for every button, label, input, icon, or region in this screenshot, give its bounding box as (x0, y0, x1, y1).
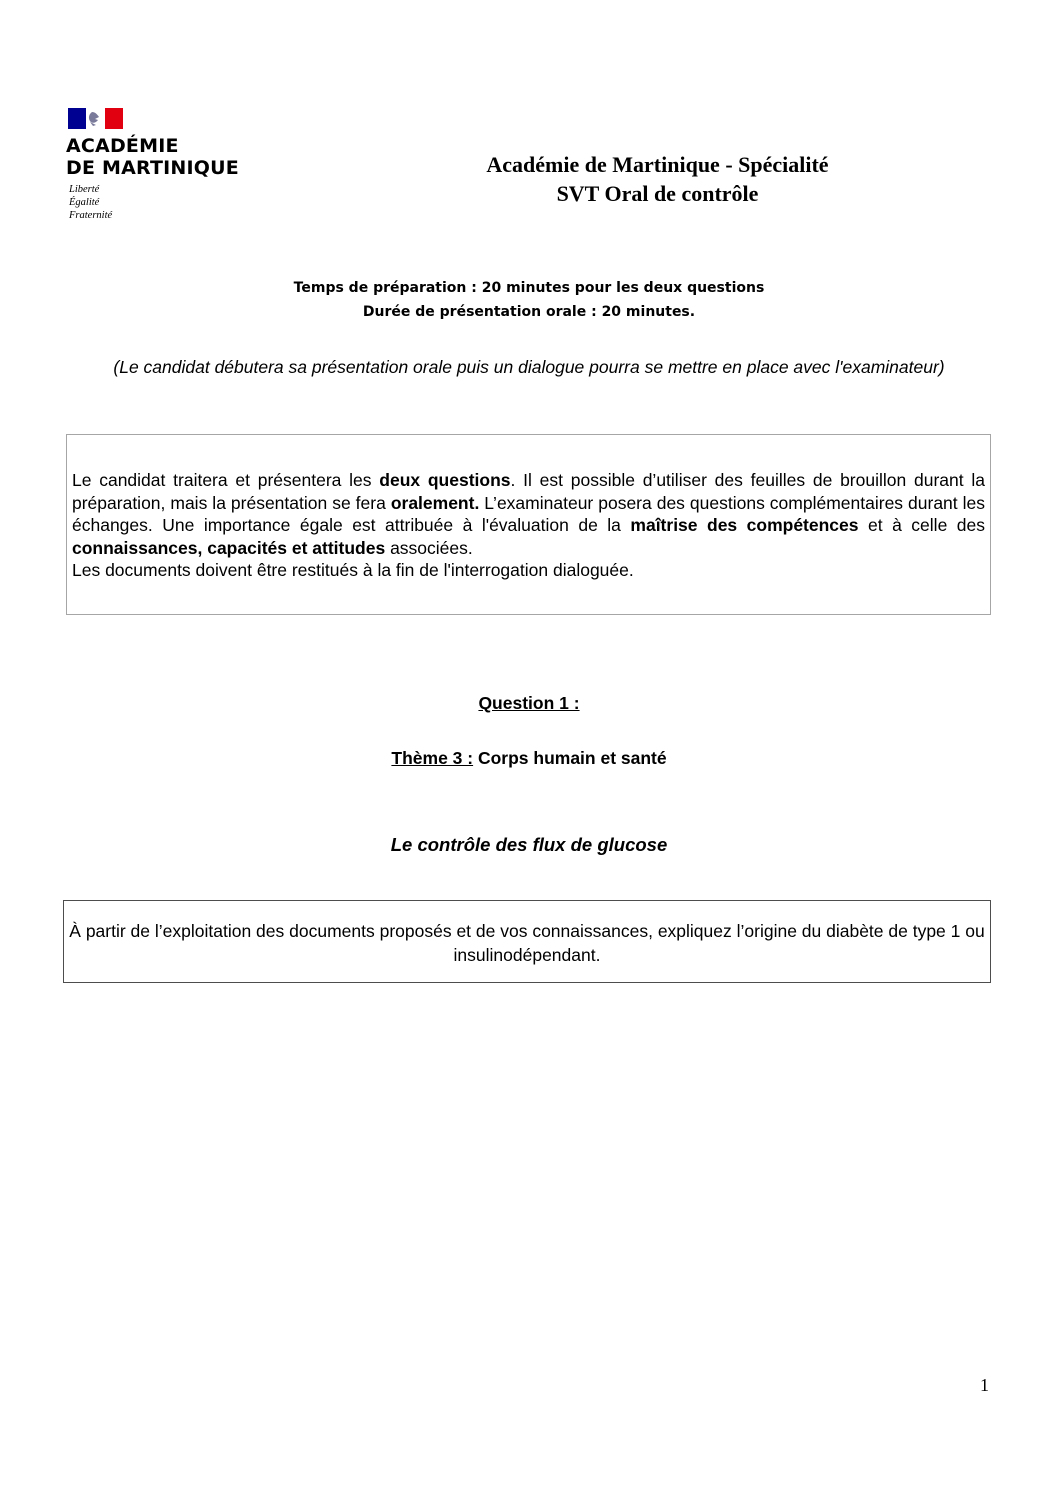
instr-bold-deux-questions: deux questions (379, 470, 511, 490)
preparation-time: Temps de préparation : 20 minutes pour les deux questions (293, 280, 765, 296)
motto-egalite: Égalité (69, 197, 100, 208)
instr-text-5: associées. (385, 537, 473, 558)
instr-text-1: Le candidat traitera et présentera les (72, 470, 380, 490)
logo-line-1: ACADÉMIE (66, 135, 179, 157)
theme-name: Corps humain et santé (473, 748, 667, 768)
theme-label: Thème 3 : (391, 748, 474, 768)
instr-text-3: L’examinateur posera des questions complémentaires durant les échanges. Une importance égale est attribuée à l'évaluation de la (72, 492, 986, 535)
flag-white-stripe (86, 108, 105, 129)
instr-bold-maitrise: maîtrise des compétences (630, 515, 859, 535)
question-prompt: À partir de l’exploitation des documents proposés et de vos connaissances, expliquez l’origine du diabète de type 1 ou insulinodépendant. (69, 921, 985, 965)
instr-text-4: et à celle des (858, 515, 985, 535)
instr-last-line: Les documents doivent être restitués à la fin de l'interrogation dialoguée. (72, 560, 634, 580)
marianne-profile-icon (86, 108, 105, 129)
marianne-flag-icon (68, 108, 123, 129)
logo-line-2: DE MARTINIQUE (66, 157, 239, 179)
instructions-text (72, 469, 985, 582)
instr-bold-connaissances: connaissances, capacités et attitudes (72, 537, 386, 558)
title-line-1: Académie de Martinique - Spécialité (486, 152, 829, 177)
academie-logo (66, 107, 256, 227)
title-line-2: SVT Oral de contrôle (556, 181, 759, 206)
page-number: 1 (980, 1375, 989, 1395)
question-label: Question 1 : (478, 693, 580, 713)
motto-fraternite: Fraternité (69, 210, 113, 221)
question-prompt-box (63, 900, 991, 983)
document-title (380, 150, 935, 208)
question-subject: Le contrôle des flux de glucose (390, 834, 668, 855)
instr-bold-oralement: oralement. (390, 492, 480, 513)
question-heading (0, 693, 1058, 714)
flag-blue-stripe (68, 108, 86, 129)
timing-block (200, 276, 858, 324)
flag-red-stripe (105, 108, 123, 129)
instr-text-2: . Il est possible d’utiliser des feuilles de brouillon durant la préparation, mais la présentation se fera (72, 470, 985, 513)
intro-note: (Le candidat débutera sa présentation orale puis un dialogue pourra se mettre en place avec l'examinateur) (113, 357, 945, 377)
motto-liberte: Liberté (69, 184, 100, 195)
presentation-time: Durée de présentation orale : 20 minutes. (362, 304, 696, 320)
instructions-box (66, 434, 991, 615)
theme-heading (0, 748, 1058, 769)
